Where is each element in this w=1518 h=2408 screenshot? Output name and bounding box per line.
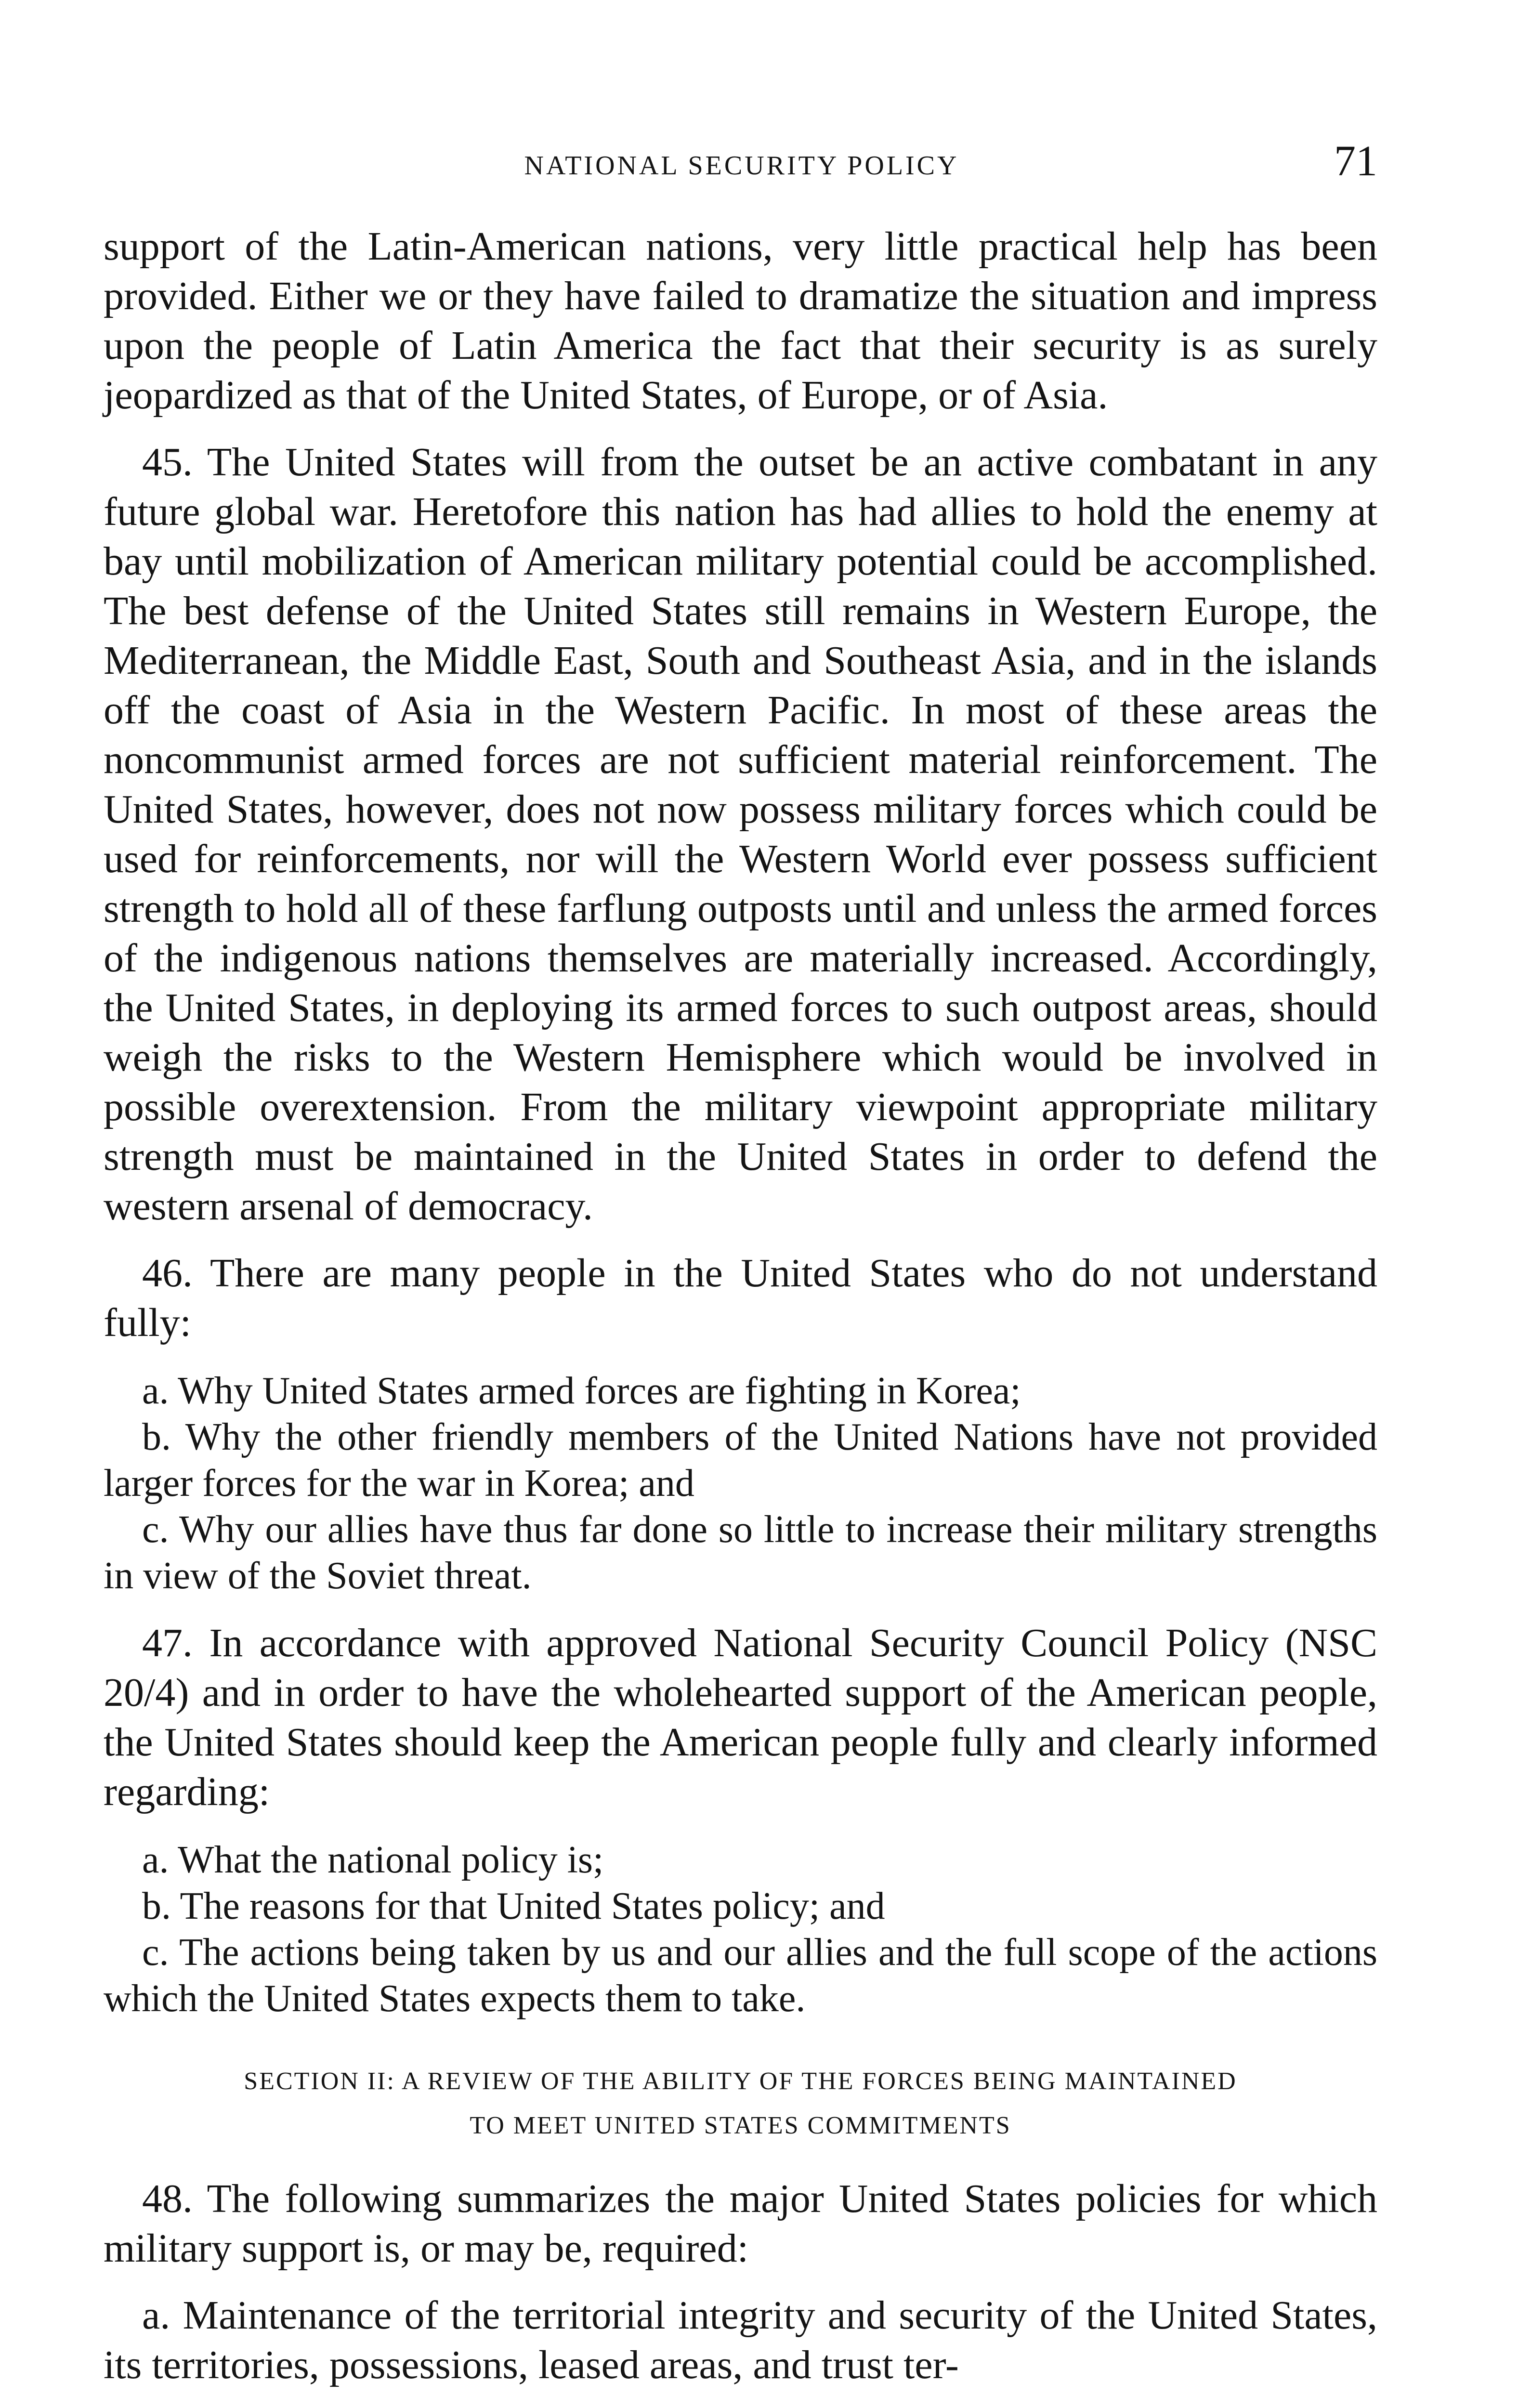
list-item: c. Why our allies have thus far done so little to increase their military strengths in view of the Soviet threat. — [104, 1508, 1377, 1597]
running-title: NATIONAL SECURITY POLICY — [524, 151, 959, 181]
list-item: b. The reasons for that United States policy; and — [142, 1885, 885, 1927]
section-heading-line: TO MEET UNITED STATES COMMITMENTS — [470, 2112, 1011, 2139]
paragraph-47: 47. In accordance with approved National Security Council Policy (NSC 20/4) and in order to have the wholehearted support of the American people, the United States should keep the American people fully and clearly informed regarding: — [104, 1621, 1377, 1814]
paragraph-46: 46. There are many people in the United States who do not understand fully: — [104, 1251, 1377, 1345]
list-item: a. Why United States armed forces are fighting in Korea; — [142, 1370, 1021, 1412]
list-item: c. The actions being taken by us and our allies and the full scope of the actions which the United States expects them to take. — [104, 1931, 1377, 2020]
paragraph-continued: support of the Latin-American nations, very little practical help has been provided. Either we or they have failed to dramatize the situation and impress upon the people of Latin America the fact that their security is as surely jeopardized as that of the United States, of Europe, or of Asia. — [104, 224, 1377, 418]
paragraph-48-item-a: a. Maintenance of the territorial integrity and security of the United States, its territories, possessions, leased areas, and trust ter- — [104, 2293, 1377, 2387]
page-header — [106, 137, 1377, 197]
list-item: b. Why the other friendly members of the United Nations have not provided larger forces for the war in Korea; and — [104, 1416, 1377, 1505]
paragraph-47-list — [104, 1837, 1377, 2022]
page-number: 71 — [1334, 137, 1377, 185]
paragraph-48: 48. The following summarizes the major United States policies for which military support is, or may be, required: — [104, 2176, 1377, 2271]
paragraph-46-list — [104, 1368, 1377, 1599]
section-heading-line: SECTION II: A REVIEW OF THE ABILITY OF THE FORCES BEING MAINTAINED — [244, 2068, 1237, 2095]
section-heading — [104, 2059, 1377, 2148]
list-item: a. What the national policy is; — [142, 1839, 604, 1881]
body-text — [104, 222, 1377, 2390]
paragraph-45: 45. The United States will from the outset be an active combatant in any future global war. Heretofore this nation has had allies to hold the enemy at bay until mobilization of American military potential could be accomplished. The best defense of the United States still remains in Western Europe, the Mediterranean, the Middle East, South and Southeast Asia, and in the islands off the coast of Asia in the Western Pacific. In most of these areas the noncommunist armed forces are not sufficient material reinforcement. The United States, however, does not now possess military forces which could be used for reinforcements, nor will the Western World ever possess sufficient strength to hold all of these farflung outposts until and unless the armed forces of the indigenous nations themselves are materially increased. Accordingly, the United States, in deploying its armed forces to such outpost areas, should weigh the risks to the Western Hemisphere which would be involved in possible overextension. From the military viewpoint appropriate military strength must be maintained in the United States in order to defend the western arsenal of democracy. — [104, 440, 1377, 1229]
